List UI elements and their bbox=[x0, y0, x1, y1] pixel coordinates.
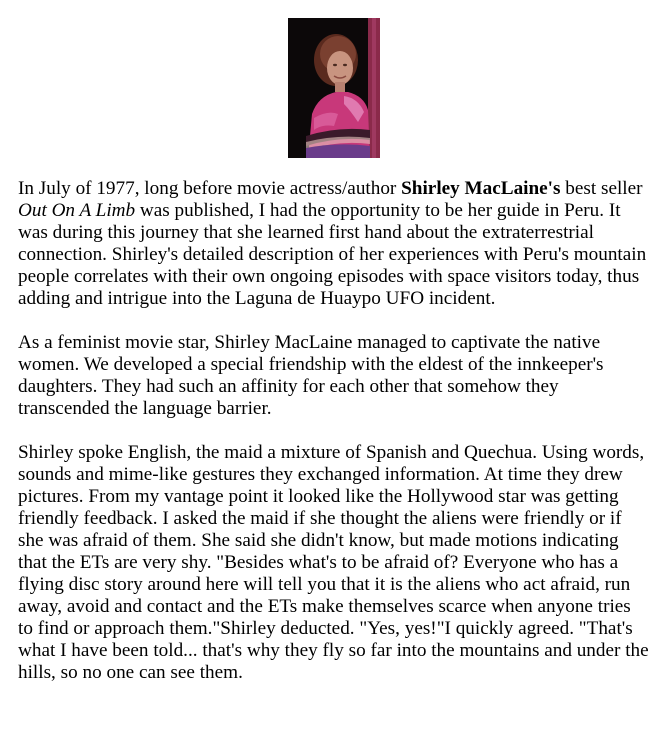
intro-text-start: In July of 1977, long before movie actress/author bbox=[18, 178, 402, 199]
intro-text-middle: best seller bbox=[560, 178, 643, 199]
article-body bbox=[18, 178, 649, 684]
paragraph-intro bbox=[18, 178, 649, 310]
portrait-photo bbox=[288, 18, 380, 158]
person-name-bold: Shirley MacLaine's bbox=[401, 178, 561, 199]
paragraph-conversation: Shirley spoke English, the maid a mixture of Spanish and Quechua. Using words, sounds and mime-like gestures they exchanged information. At time they drew pictures. From my vantage point it looked like the Hollywood star was getting friendly feedback. I asked the maid if she thought the aliens were friendly or if she was afraid of them. She said she didn't know, but made motions indicating that the ETs are very shy. "Besides what's to be afraid of? Everyone who has a flying disc story around here will tell you that it is the aliens who act afraid, run away, avoid and contact and the ETs make themselves scarce when anyone tries to find or approach them."Shirley deducted. "Yes, yes!"I quickly agreed. "That's what I have been told... that's why they fly so far into the mountains and under the hills, so no one can see them. bbox=[18, 442, 649, 683]
book-title-italic: Out On A Limb bbox=[18, 200, 136, 221]
paragraph-friendship: As a feminist movie star, Shirley MacLaine managed to captivate the native women. We developed a special friendship with the eldest of the innkeeper's daughters. They had such an affinity for each other that somehow they transcended the language barrier. bbox=[18, 332, 604, 419]
photo-container bbox=[18, 18, 649, 158]
intro-text-end: was published, I had the opportunity to be her guide in Peru. It was during this journey that she learned first hand about the extraterrestrial connection. Shirley's detailed description of her experiences with Peru's mountain people correlates with their own ongoing episodes with space visitors today, thus adding and intrigue into the Laguna de Huaypo UFO incident. bbox=[18, 200, 647, 309]
portrait-image-icon bbox=[288, 18, 380, 158]
